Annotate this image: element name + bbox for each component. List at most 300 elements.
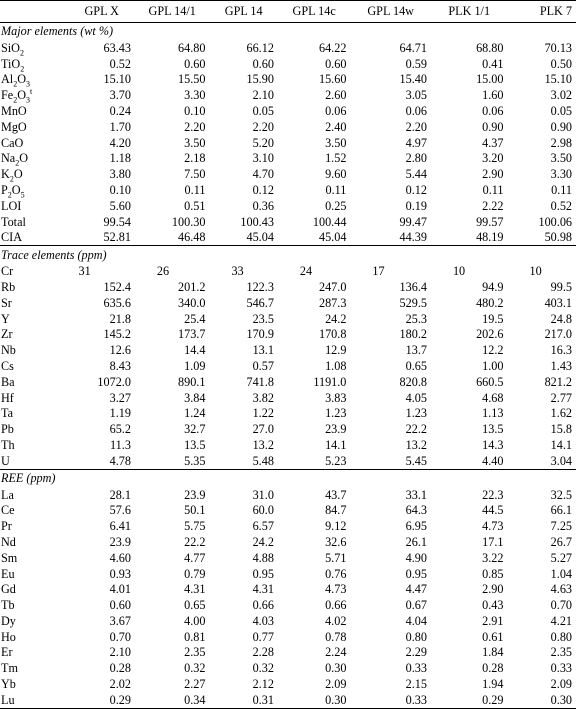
- table-cell: 44.5: [482, 503, 504, 518]
- table-cell: 14.1: [325, 437, 347, 452]
- table-cell: 2.22: [482, 198, 504, 213]
- row-label: [0, 534, 68, 550]
- table-row: [0, 437, 576, 453]
- column-header-gpl-x: GPL X: [68, 1, 134, 23]
- row-label-text: SiO: [1, 40, 20, 55]
- table-cell: 0.28: [109, 661, 131, 676]
- table-cell: 170.9: [246, 327, 274, 342]
- table-cell: 15.60: [318, 72, 347, 87]
- table-cell: 2.98: [550, 135, 572, 150]
- section-title: Major elements (wt %): [0, 23, 576, 41]
- header-row: [0, 1, 576, 23]
- row-label-subscript: 2: [7, 190, 12, 200]
- table-cell: 403.1: [544, 295, 572, 310]
- row-label-text: Al: [1, 72, 14, 87]
- row-label-text: Hf: [1, 390, 14, 405]
- table-cell: 0.60: [325, 56, 347, 71]
- row-label-text: Dy: [1, 613, 16, 628]
- table-cell: 340.0: [178, 295, 206, 310]
- row-label: [0, 40, 68, 56]
- table-row: [0, 550, 576, 566]
- row-label-text: Er: [1, 645, 13, 660]
- row-label-subscript: 2: [19, 48, 24, 58]
- row-label: [0, 72, 68, 88]
- row-label: [0, 230, 68, 246]
- table-row: [0, 263, 576, 279]
- table-row: [0, 518, 576, 534]
- table-cell: 3.27: [109, 390, 131, 405]
- table-row: [0, 279, 576, 295]
- table-row: [0, 613, 576, 629]
- table-cell: 94.9: [482, 279, 504, 294]
- table-cell: 31.0: [252, 487, 274, 502]
- table-cell: 1.60: [482, 88, 504, 103]
- table-cell: 5.45: [405, 453, 427, 468]
- table-cell: 741.8: [246, 374, 274, 389]
- table-cell: 21.8: [109, 311, 131, 326]
- table-cell: 9.12: [325, 519, 347, 534]
- row-label: [0, 279, 68, 295]
- table-cell: 0.77: [252, 629, 274, 644]
- table-cell: 1.23: [405, 406, 427, 421]
- table-cell: 0.11: [184, 182, 206, 197]
- row-label: [0, 214, 68, 230]
- table-cell: 64.22: [318, 40, 347, 55]
- table-cell: 0.60: [109, 598, 131, 613]
- row-label-text: Eu: [1, 566, 15, 581]
- table-cell: 26.1: [405, 534, 427, 549]
- table-cell: 23.5: [252, 311, 274, 326]
- table-cell: 1.70: [109, 119, 131, 134]
- row-label: [0, 503, 68, 519]
- table-cell: 65.2: [109, 422, 131, 437]
- table-cell: 3.84: [184, 390, 206, 405]
- table-cell: 0.36: [252, 198, 274, 213]
- table-cell: 22.2: [405, 422, 427, 437]
- table-cell: 0.30: [278, 692, 351, 708]
- table-row: [0, 40, 576, 56]
- table-cell: 66.1: [550, 503, 572, 518]
- table-cell: 5.27: [550, 550, 572, 565]
- table-cell: 170.8: [318, 327, 347, 342]
- table-row: [0, 311, 576, 327]
- table-cell: 4.31: [252, 582, 274, 597]
- table-cell: 136.4: [399, 279, 427, 294]
- row-label: [0, 406, 68, 422]
- table-cell: 7.50: [184, 167, 206, 182]
- table-cell: 0.11: [551, 182, 572, 197]
- table-cell: 0.29: [68, 692, 134, 708]
- table-cell: 0.06: [325, 103, 347, 118]
- row-label-subscript: 2: [9, 174, 14, 184]
- table-cell: 64.71: [399, 40, 427, 55]
- column-header-label: [0, 1, 68, 23]
- table-cell: 24.2: [325, 311, 347, 326]
- table-cell: 63.43: [103, 40, 131, 55]
- table-row: [0, 230, 576, 246]
- table-cell: 25.4: [184, 311, 206, 326]
- table-cell: 2.35: [184, 645, 206, 660]
- table-cell: 217.0: [544, 327, 572, 342]
- row-label: [0, 597, 68, 613]
- row-label-text: Lu: [1, 692, 15, 707]
- table-row: [0, 566, 576, 582]
- table-cell: 2.90: [482, 167, 504, 182]
- table-cell: 4.78: [109, 453, 131, 468]
- table-cell: 5.44: [405, 167, 427, 182]
- table-row: [0, 342, 576, 358]
- table-cell: 5.35: [184, 453, 206, 468]
- table-cell: 0.32: [184, 661, 206, 676]
- table-cell: 99.5: [550, 279, 572, 294]
- column-header-gpl-14-1: GPL 14/1: [135, 1, 210, 23]
- column-header-plk-7: PLK 7: [507, 1, 576, 23]
- row-label-text: Gd: [1, 582, 16, 597]
- table-cell: 0.52: [109, 56, 131, 71]
- table-cell: 3.50: [184, 135, 206, 150]
- table-cell: 0.93: [109, 566, 131, 581]
- table-cell: 100.06: [538, 214, 572, 229]
- table-cell: 152.4: [103, 279, 131, 294]
- table-row: [0, 182, 576, 198]
- table-cell: 0.05: [252, 103, 274, 118]
- table-cell: 26.7: [550, 534, 572, 549]
- table-cell: 1.23: [325, 406, 347, 421]
- table-cell: 6.95: [405, 519, 427, 534]
- row-label-subscript: 2: [13, 79, 18, 89]
- table-cell: 46.48: [178, 230, 206, 245]
- table-cell: 0.85: [482, 566, 504, 581]
- table-cell: 48.19: [476, 230, 504, 245]
- table-cell: 0.32: [252, 661, 274, 676]
- row-label-text: Ho: [1, 629, 16, 644]
- table-cell: 1.43: [550, 358, 572, 373]
- table-cell: 84.7: [325, 503, 347, 518]
- table-cell: 12.9: [325, 343, 347, 358]
- table-cell: 820.8: [399, 374, 427, 389]
- row-label: [0, 295, 68, 311]
- table-row: [0, 214, 576, 230]
- table-cell: 9.60: [325, 167, 347, 182]
- table-row: [0, 390, 576, 406]
- table-row: [0, 582, 576, 598]
- row-label-text: Pr: [1, 519, 12, 534]
- row-label-subscript: 2: [13, 95, 18, 105]
- table-cell: 4.37: [482, 135, 504, 150]
- table-cell: 5.75: [184, 519, 206, 534]
- table-cell: 13.2: [252, 437, 274, 452]
- table-cell: 0.19: [405, 198, 427, 213]
- table-row: [0, 421, 576, 437]
- table-cell: 50.1: [184, 503, 206, 518]
- table-cell: 19.5: [482, 311, 504, 326]
- table-cell: 17.1: [482, 534, 504, 549]
- table-row: [0, 374, 576, 390]
- table-cell: 66.12: [246, 40, 274, 55]
- row-label: [0, 518, 68, 534]
- row-label-text: CaO: [1, 135, 24, 150]
- table-cell: 4.90: [405, 550, 427, 565]
- table-row: [0, 358, 576, 374]
- table-cell: 0.66: [325, 598, 347, 613]
- row-label: [0, 487, 68, 503]
- table-cell: 4.01: [109, 582, 131, 597]
- table-cell: 25.3: [405, 311, 427, 326]
- table-cell: 1.09: [184, 358, 206, 373]
- table-cell: 529.5: [399, 295, 427, 310]
- table-row: [0, 487, 576, 503]
- table-row: [0, 72, 576, 88]
- row-label-subscript: 2: [15, 158, 20, 168]
- table-cell: 16.3: [550, 343, 572, 358]
- table-cell: 0.34: [135, 692, 210, 708]
- table-cell: 100.44: [312, 214, 347, 229]
- row-label: [0, 182, 68, 198]
- table-cell: 33.1: [405, 487, 427, 502]
- table-cell: 15.10: [544, 72, 572, 87]
- table-cell: 5.23: [325, 453, 347, 468]
- row-label-text: K: [1, 167, 10, 182]
- table-cell: 0.33: [350, 692, 431, 708]
- section-header-row: [0, 23, 576, 41]
- table-cell: 4.31: [184, 582, 206, 597]
- table-cell: 1.24: [184, 406, 206, 421]
- table-cell: 1.52: [325, 151, 347, 166]
- table-cell: 64.3: [405, 503, 427, 518]
- table-cell: 0.05: [550, 103, 572, 118]
- row-label-text: Cs: [1, 358, 14, 373]
- table-cell: 4.04: [405, 613, 427, 628]
- table-cell: 13.2: [405, 437, 427, 452]
- table-cell: 4.73: [325, 582, 347, 597]
- table-cell: 15.8: [550, 422, 572, 437]
- row-label: [0, 645, 68, 661]
- table-cell: 0.60: [184, 56, 206, 71]
- table-cell: 15.90: [246, 72, 274, 87]
- table-cell: 99.57: [476, 214, 504, 229]
- table-cell: 0.24: [109, 103, 131, 118]
- row-label: [0, 421, 68, 437]
- section-title: REE (ppm): [0, 469, 576, 487]
- table-cell: 1.13: [482, 406, 504, 421]
- table-cell: 12.6: [109, 343, 131, 358]
- table-cell: 0.67: [405, 598, 427, 613]
- table-cell: 24: [299, 264, 313, 279]
- table-cell: 0.65: [405, 358, 427, 373]
- table-cell: 0.10: [184, 103, 206, 118]
- table-cell: 3.20: [482, 151, 504, 166]
- table-cell: 1.62: [550, 406, 572, 421]
- table-cell: 3.05: [405, 88, 427, 103]
- row-label: [0, 263, 68, 279]
- table-cell: 1.94: [482, 677, 504, 692]
- row-label-text: Sm: [1, 550, 18, 565]
- table-cell: 4.20: [109, 135, 131, 150]
- table-cell: 33: [231, 264, 244, 279]
- table-cell: 287.3: [318, 295, 347, 310]
- table-cell: 4.02: [325, 613, 347, 628]
- table-cell: 15.50: [178, 72, 206, 87]
- table-cell: 0.78: [325, 629, 347, 644]
- table-cell: 0.30: [507, 692, 576, 708]
- column-header-plk-1-1: PLK 1/1: [431, 1, 508, 23]
- table-row: [0, 645, 576, 661]
- table-cell: 1191.0: [313, 374, 347, 389]
- table-cell: 4.21: [550, 613, 572, 628]
- row-label: [0, 374, 68, 390]
- table-cell: 4.88: [252, 550, 274, 565]
- table-row: [0, 295, 576, 311]
- table-cell: 0.95: [252, 566, 274, 581]
- row-label-text: LOI: [1, 198, 22, 213]
- table-cell: 24.8: [550, 311, 572, 326]
- table-cell: 5.60: [109, 198, 131, 213]
- table-row: [0, 453, 576, 469]
- table-cell: 2.28: [252, 645, 274, 660]
- table-cell: 3.82: [252, 390, 274, 405]
- table-cell: 2.91: [482, 613, 504, 628]
- row-label-text: Ba: [1, 374, 15, 389]
- table-cell: 635.6: [103, 295, 131, 310]
- row-label: [0, 198, 68, 214]
- table-cell: 2.77: [550, 390, 572, 405]
- row-label-subscript: 3: [26, 79, 30, 89]
- table-cell: 68.80: [476, 40, 504, 55]
- table-cell: 0.59: [405, 56, 427, 71]
- row-label-text: U: [1, 453, 10, 468]
- column-header-gpl-14w: GPL 14w: [350, 1, 431, 23]
- table-cell: 28.1: [109, 487, 131, 502]
- table-cell: 0.70: [109, 629, 131, 644]
- row-label-text: Tb: [1, 598, 15, 613]
- table-row: [0, 692, 576, 708]
- row-label-text: O: [11, 182, 21, 197]
- row-label-text: Ce: [1, 503, 15, 518]
- table-row: [0, 597, 576, 613]
- row-label: [0, 87, 68, 103]
- table-cell: 0.50: [550, 56, 572, 71]
- table-cell: 31: [78, 264, 91, 279]
- table-cell: 8.43: [109, 358, 131, 373]
- row-label: [0, 103, 68, 119]
- table-cell: 0.65: [184, 598, 206, 613]
- table-cell: 0.29: [431, 692, 508, 708]
- table-cell: 22.2: [184, 534, 206, 549]
- row-label-subscript: 2: [20, 64, 25, 74]
- row-label-text: Total: [1, 214, 26, 229]
- table-cell: 0.11: [482, 182, 504, 197]
- table-cell: 7.25: [550, 519, 572, 534]
- row-label: [0, 311, 68, 327]
- table-cell: 0.52: [550, 198, 572, 213]
- table-row: [0, 676, 576, 692]
- row-label-text: La: [1, 487, 14, 502]
- table-row: [0, 198, 576, 214]
- table-cell: 5.20: [252, 135, 274, 150]
- table-cell: 0.80: [550, 629, 572, 644]
- table-cell: 0.12: [252, 182, 274, 197]
- table-cell: 1.08: [325, 358, 347, 373]
- table-cell: 14.4: [184, 343, 206, 358]
- table-cell: 2.15: [405, 677, 427, 692]
- table-cell: 32.6: [325, 534, 347, 549]
- table-cell: 2.10: [252, 88, 274, 103]
- table-cell: 4.73: [482, 519, 504, 534]
- row-label-text: O: [17, 72, 26, 87]
- table-cell: 660.5: [476, 374, 504, 389]
- table-cell: 180.2: [399, 327, 427, 342]
- table-cell: 3.02: [550, 88, 572, 103]
- table-cell: 0.90: [482, 119, 504, 134]
- table-cell: 4.97: [405, 135, 427, 150]
- table-cell: 0.33: [550, 661, 572, 676]
- row-label: [0, 566, 68, 582]
- table-cell: 0.30: [325, 661, 347, 676]
- row-label-text: Y: [1, 311, 10, 326]
- table-cell: 2.90: [482, 582, 504, 597]
- row-label: [0, 582, 68, 598]
- table-cell: 1.00: [482, 358, 504, 373]
- table-cell: 2.09: [550, 677, 572, 692]
- table-cell: 2.09: [325, 677, 347, 692]
- table-cell: 0.43: [482, 598, 504, 613]
- table-cell: 15.00: [476, 72, 504, 87]
- row-label-text: O: [17, 88, 26, 103]
- table-cell: 43.7: [325, 487, 347, 502]
- table-cell: 52.81: [103, 230, 131, 245]
- row-label-superscript: t: [30, 87, 33, 97]
- table-cell: 2.40: [325, 119, 347, 134]
- section-header-row: [0, 469, 576, 487]
- row-label: [0, 56, 68, 72]
- table-cell: 2.24: [325, 645, 347, 660]
- row-label-text: P: [1, 182, 8, 197]
- table-cell: 60.0: [252, 503, 274, 518]
- table-cell: 4.05: [405, 390, 427, 405]
- table-cell: 3.50: [550, 151, 572, 166]
- table-cell: 3.30: [184, 88, 206, 103]
- row-label-text: Tm: [1, 661, 18, 676]
- table-cell: 3.70: [109, 88, 131, 103]
- table-cell: 1.84: [482, 645, 504, 660]
- row-label: [0, 358, 68, 374]
- table-cell: 2.60: [325, 88, 347, 103]
- table-row: [0, 87, 576, 103]
- table-cell: 44.39: [399, 230, 427, 245]
- row-label: [0, 676, 68, 692]
- table-cell: 4.03: [252, 613, 274, 628]
- row-label-text: Th: [1, 437, 15, 452]
- row-label: [0, 613, 68, 629]
- table-cell: 3.22: [482, 550, 504, 565]
- table-cell: 32.5: [550, 487, 572, 502]
- row-label: [0, 660, 68, 676]
- row-label: [0, 151, 68, 167]
- table-cell: 1072.0: [97, 374, 131, 389]
- table-cell: 13.1: [252, 343, 274, 358]
- table-cell: 99.54: [103, 214, 131, 229]
- table-row: [0, 119, 576, 135]
- row-label-subscript: 5: [20, 190, 25, 200]
- table-cell: 480.2: [476, 295, 504, 310]
- table-cell: 145.2: [103, 327, 131, 342]
- row-label-text: MnO: [1, 103, 27, 118]
- table-header: [0, 1, 576, 23]
- table-cell: 4.60: [109, 550, 131, 565]
- table-cell: 32.7: [184, 422, 206, 437]
- table-cell: 4.77: [184, 550, 206, 565]
- row-label-text: CIA: [1, 230, 22, 245]
